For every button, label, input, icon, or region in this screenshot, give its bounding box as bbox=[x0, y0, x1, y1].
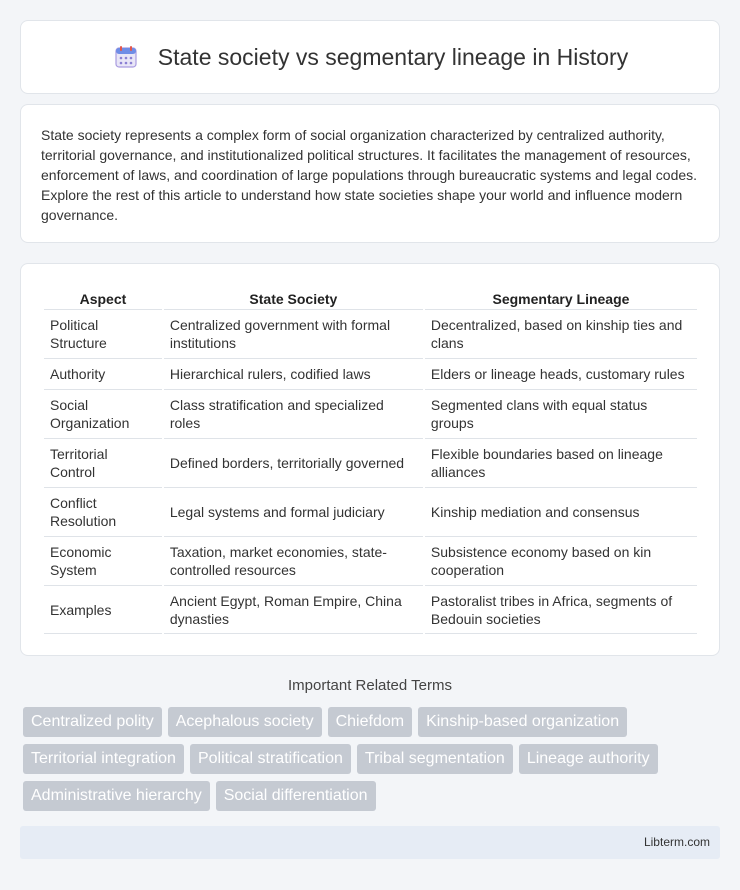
related-terms-heading: Important Related Terms bbox=[288, 677, 452, 694]
column-header-segmentary-lineage: Segmentary Lineage bbox=[492, 291, 630, 307]
table-cell: Taxation, market economies, state-controlled resources bbox=[164, 536, 423, 585]
header-card bbox=[20, 20, 720, 94]
table-cell: Ancient Egypt, Roman Empire, China dynasties bbox=[164, 585, 423, 634]
table-cell: Political Structure bbox=[44, 309, 162, 358]
table-cell: Defined borders, territorially governed bbox=[164, 438, 423, 487]
comparison-table bbox=[42, 284, 699, 634]
table-row bbox=[44, 536, 697, 585]
related-term-tag[interactable]: Chiefdom bbox=[328, 707, 412, 737]
table-row bbox=[44, 487, 697, 536]
table-cell: Hierarchical rulers, codified laws bbox=[164, 358, 423, 389]
related-term-tag[interactable]: Centralized polity bbox=[23, 707, 162, 737]
table-row bbox=[44, 389, 697, 438]
intro-paragraph: State society represents a complex form of social organization characterized by centralized authority, territorial governance, and institutionalized political structures. It facilitates the management of resources, enforcement of laws, and coordination of large populations through bureaucratic systems and legal codes. Explore the rest of this article to understand how state societies shape your world and influence modern governance. bbox=[41, 127, 698, 223]
column-header-aspect: Aspect bbox=[79, 291, 127, 307]
table-cell: Conflict Resolution bbox=[44, 487, 162, 536]
table-cell: Authority bbox=[44, 358, 162, 389]
table-cell: Centralized government with formal institutions bbox=[164, 309, 423, 358]
related-term-tag[interactable]: Kinship-based organization bbox=[418, 707, 627, 737]
column-header-state-society: State Society bbox=[249, 291, 338, 307]
footer-site-link[interactable]: Libterm.com bbox=[643, 835, 710, 849]
table-cell: Examples bbox=[44, 585, 162, 634]
comparison-table-card bbox=[20, 263, 720, 656]
related-term-tag[interactable]: Administrative hierarchy bbox=[23, 781, 210, 811]
table-cell: Kinship mediation and consensus bbox=[425, 487, 697, 536]
table-cell: Class stratification and specialized roles bbox=[164, 389, 423, 438]
intro-card bbox=[20, 104, 720, 243]
table-cell: Segmented clans with equal status groups bbox=[425, 389, 697, 438]
calendar-icon bbox=[112, 43, 140, 71]
page-title: State society vs segmentary lineage in History bbox=[157, 43, 629, 70]
table-cell: Elders or lineage heads, customary rules bbox=[425, 358, 697, 389]
related-terms-list bbox=[23, 707, 723, 811]
table-row bbox=[44, 309, 697, 358]
related-term-tag[interactable]: Tribal segmentation bbox=[357, 744, 513, 774]
table-cell: Legal systems and formal judiciary bbox=[164, 487, 423, 536]
table-cell: Flexible boundaries based on lineage alliances bbox=[425, 438, 697, 487]
related-term-tag[interactable]: Acephalous society bbox=[168, 707, 322, 737]
related-term-tag[interactable]: Social differentiation bbox=[216, 781, 376, 811]
table-cell: Territorial Control bbox=[44, 438, 162, 487]
related-term-tag[interactable]: Lineage authority bbox=[519, 744, 658, 774]
table-cell: Economic System bbox=[44, 536, 162, 585]
table-row bbox=[44, 358, 697, 389]
footer bbox=[20, 826, 720, 859]
related-term-tag[interactable]: Territorial integration bbox=[23, 744, 184, 774]
title-wrap bbox=[112, 43, 628, 71]
table-row bbox=[44, 585, 697, 634]
table-cell: Social Organization bbox=[44, 389, 162, 438]
table-cell: Subsistence economy based on kin cooperation bbox=[425, 536, 697, 585]
table-cell: Pastoralist tribes in Africa, segments of Bedouin societies bbox=[425, 585, 697, 634]
related-term-tag[interactable]: Political stratification bbox=[190, 744, 351, 774]
table-cell: Decentralized, based on kinship ties and clans bbox=[425, 309, 697, 358]
table-header-row bbox=[44, 284, 697, 309]
table-row bbox=[44, 438, 697, 487]
